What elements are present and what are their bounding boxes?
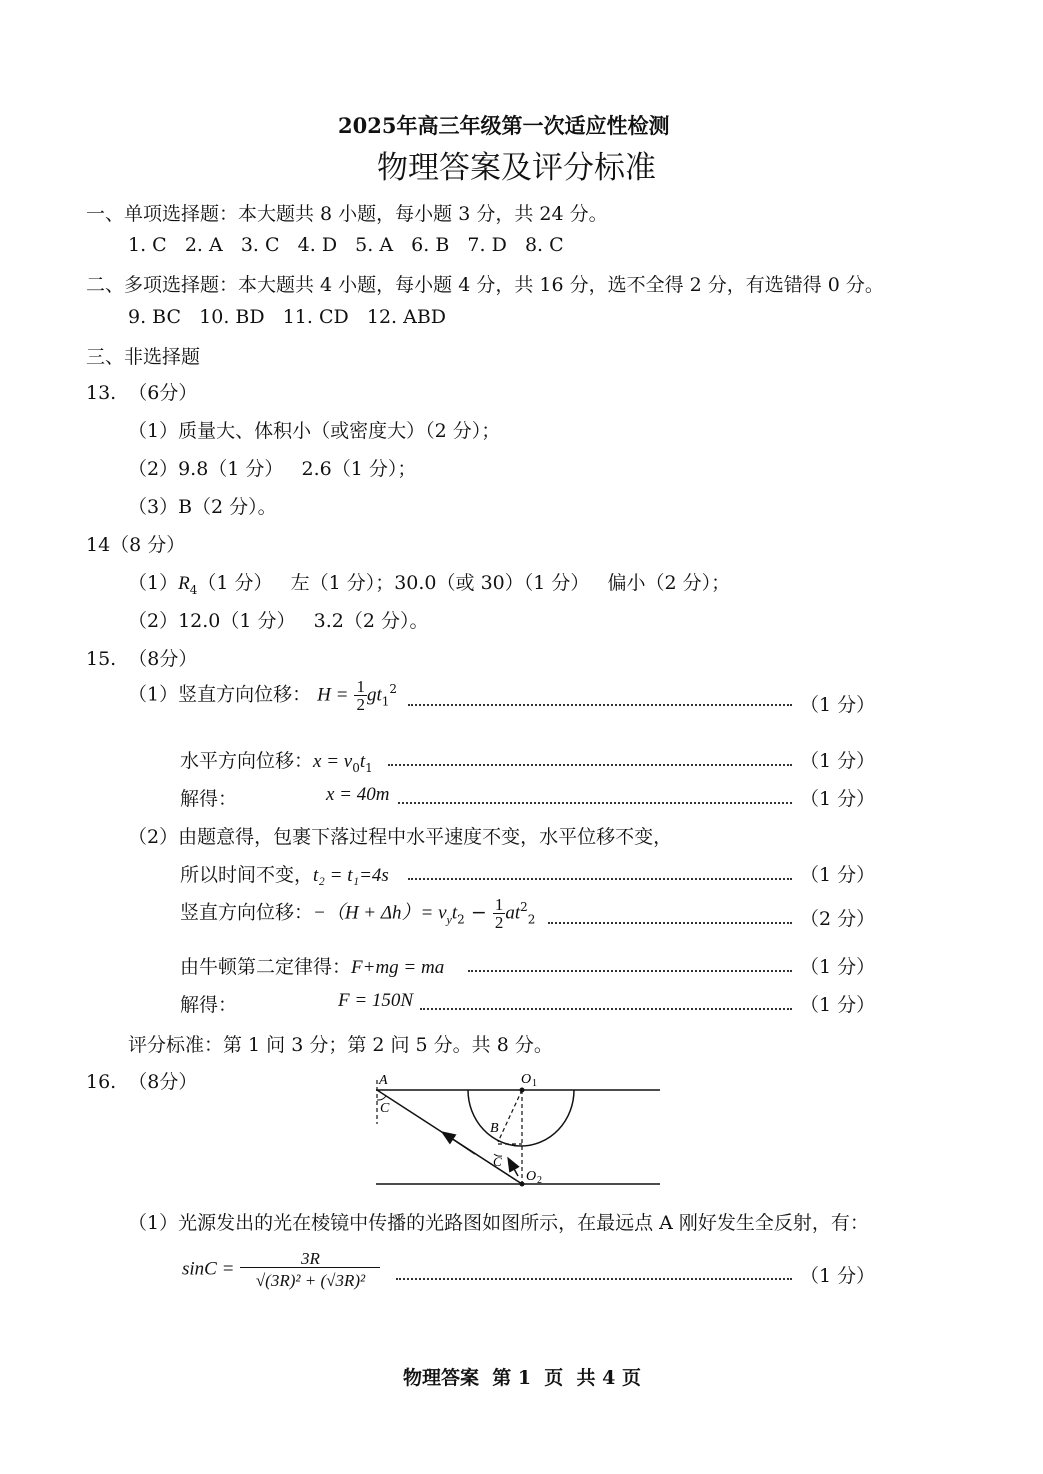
q15-p5-points: （1 分） (800, 864, 876, 886)
q15-p6-y: y (446, 912, 452, 927)
q15-p6-num: 1 (494, 895, 504, 914)
q16-heading: 16. （8分） (86, 1071, 198, 1093)
q15-p7-eq: F+mg = ma (351, 957, 445, 978)
q15-p1-lhs: H = (317, 684, 349, 706)
q15-p1-points: （1 分） (800, 694, 876, 716)
q15-p3-leader (398, 802, 792, 804)
section2-heading: 二、多项选择题：本大题共 4 小题，每小题 4 分，共 16 分，选不全得 2 分，有选错得 0 分。 (86, 274, 884, 296)
q15-p2-eq: x = v (313, 751, 353, 772)
ray-arrow-2 (508, 1158, 518, 1176)
q16-sin-den: √(3R)² + (√3R)² (255, 1271, 366, 1290)
q15-p1-rhs: gt (366, 684, 382, 706)
q15-p7 (180, 952, 444, 979)
q15-p1-sub: 1 (381, 694, 390, 709)
q14-resistor-var: R (178, 573, 190, 594)
q15-p1-leader (408, 704, 792, 706)
q14-resistor-sub: 4 (189, 582, 198, 597)
q15-p6-atsup: 2 (520, 900, 528, 915)
q15-p7-leader (468, 970, 792, 972)
q15-p8-points: （1 分） (800, 994, 876, 1016)
q16-sin-eq (182, 1250, 380, 1289)
q15-p3-points: （1 分） (800, 788, 876, 810)
label-o1: O (521, 1072, 532, 1087)
section2-answers: 9. BC 10. BD 11. CD 12. ABD (128, 306, 447, 328)
q15-p1-label: （1）竖直方向位移： (128, 683, 312, 706)
q15-p6 (180, 896, 535, 931)
q15-p6-minus: − (464, 901, 487, 924)
q15-p2-sub1: 1 (365, 760, 373, 775)
page-footer: 物理答案 第 1 页 共 4 页 (403, 1367, 641, 1389)
q15-p1-fraction (354, 678, 367, 713)
q15-p5-label: 所以时间不变， (180, 864, 314, 886)
q15-p6-atsub: 2 (527, 912, 536, 927)
section1-answers: 1. C 2. A 3. C 4. D 5. A 6. B 7. D 8. C (128, 234, 564, 256)
q15-p1-den: 2 (356, 695, 365, 714)
q13-line2: （2）9.8（1 分） 2.6（1 分）； (128, 458, 417, 480)
q15-p6-lhs: −（H + Δh）= v (313, 902, 447, 924)
q15-p3-eq: x = 40m (326, 784, 390, 805)
q15-p6-den: 2 (494, 913, 504, 932)
q13-line3: （3）B（2 分）。 (128, 496, 277, 518)
q15-p6-fraction (493, 896, 506, 931)
q16-sin-fraction (240, 1250, 380, 1289)
label-b: B (490, 1121, 499, 1136)
q15-p6-t: t (451, 902, 458, 924)
q15-p6-points: （2 分） (800, 908, 876, 930)
q13-heading: 13. （6分） (86, 382, 198, 404)
q15-p2-leader (388, 764, 792, 766)
label-a: A (379, 1073, 388, 1088)
q15-p2-sub0: 0 (352, 760, 360, 775)
q15-p8-label: 解得： (180, 994, 238, 1016)
label-o2-sub: 2 (537, 1175, 542, 1186)
point-o2 (520, 1182, 525, 1187)
q15-p2-t: t (359, 751, 366, 772)
q16-p1: （1）光源发出的光在棱镜中传播的光路图如图所示，在最远点 A 刚好发生全反射，有： (128, 1212, 869, 1234)
radius-o1-b (498, 1090, 522, 1142)
q15-heading: 15. （8分） (86, 648, 198, 670)
q16-sin-points: （1 分） (800, 1265, 876, 1287)
label-o2: O (526, 1169, 537, 1184)
q15-p5-eq: t₂ = t₁=4s (313, 865, 389, 886)
label-c2: C (493, 1154, 502, 1169)
page-title: 2025年高三年级第一次适应性检测 (338, 113, 670, 138)
q15-p1-num: 1 (356, 677, 365, 696)
q13-line1: （1）质量大、体积小（或密度大）（2 分）； (128, 420, 501, 442)
q15-p2-label: 水平方向位移： (180, 750, 314, 772)
q15-p6-tsub: 2 (457, 912, 465, 927)
q16-optics-diagram (360, 1066, 670, 1196)
q15-p3-label: 解得： (180, 788, 238, 810)
q16-sin-num: 3R (240, 1250, 380, 1268)
q15-p7-points: （1 分） (800, 956, 876, 978)
q14-heading: 14（8 分） (86, 534, 186, 556)
q16-sin-lhs: sinC = (182, 1258, 235, 1280)
label-c1: C (380, 1101, 390, 1116)
q15-p1-sup: 2 (389, 682, 398, 697)
semicircle (468, 1090, 574, 1146)
q15-p1 (128, 678, 397, 713)
q15-p6-label: 竖直方向位移： (180, 901, 314, 924)
q15-p7-label: 由牛顿第二定律得： (180, 956, 352, 978)
angle-arc-a (377, 1096, 386, 1100)
q15-p4: （2）由题意得，包裹下落过程中水平速度不变，水平位移不变， (128, 826, 673, 848)
q15-p8-eq: F = 150N (338, 990, 414, 1011)
q15-p5 (180, 860, 389, 887)
q14-line1-rest: （1 分） 左（1 分）；30.0（或 30）（1 分） 偏小（2 分）； (197, 572, 731, 594)
section1-heading: 一、单项选择题：本大题共 8 小题，每小题 3 分，共 24 分。 (86, 203, 608, 225)
q15-p6-leader (548, 922, 792, 924)
page-subtitle: 物理答案及评分标准 (377, 150, 656, 186)
q15-criteria: 评分标准：第 1 问 3 分；第 2 问 5 分。共 8 分。 (128, 1034, 553, 1056)
q15-p5-leader (408, 878, 792, 880)
q15-p2 (180, 746, 373, 775)
label-o1-sub: 1 (532, 1078, 537, 1089)
q14-line1 (128, 568, 730, 597)
q15-p6-at: at (505, 902, 521, 924)
q15-p8-leader (420, 1008, 792, 1010)
q16-sin-leader (396, 1278, 792, 1280)
q14-line1-prefix: （1） (128, 572, 179, 594)
section3-heading: 三、非选择题 (86, 346, 201, 368)
q14-line2: （2）12.0（1 分） 3.2（2 分）。 (128, 610, 429, 632)
q15-p2-points: （1 分） (800, 750, 876, 772)
ray-arrow-1 (442, 1132, 475, 1154)
point-o1 (520, 1088, 525, 1093)
